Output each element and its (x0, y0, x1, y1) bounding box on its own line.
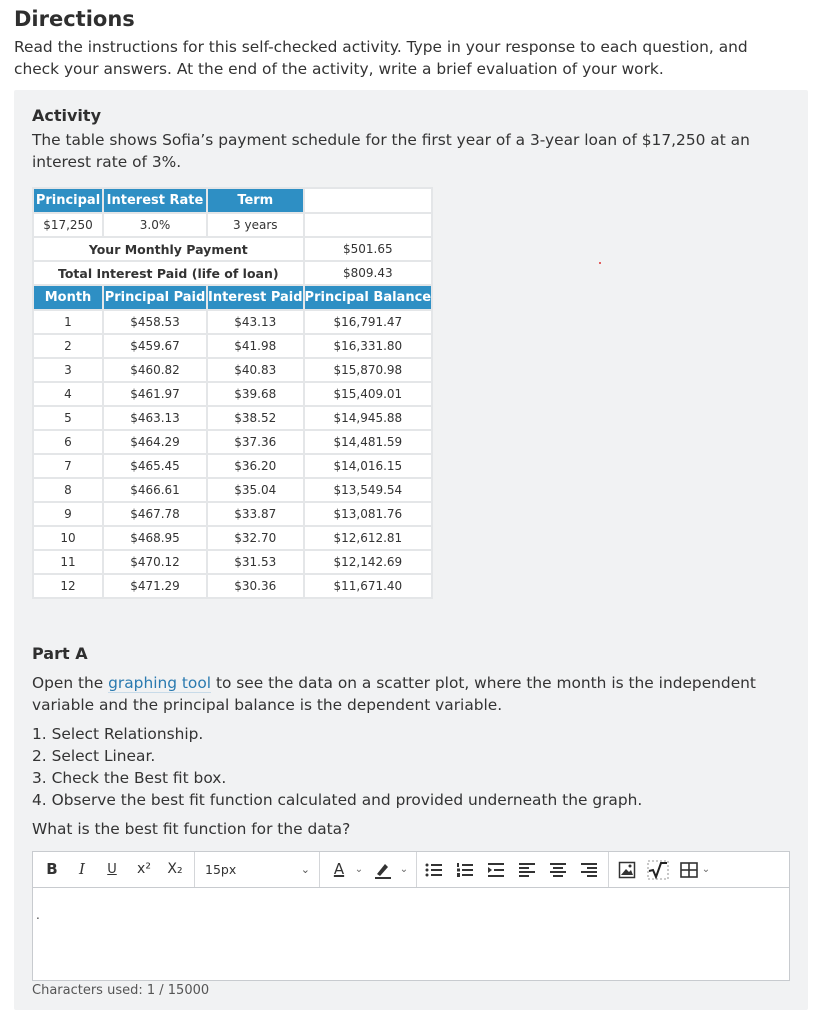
header-principal: Principal (33, 188, 103, 213)
principal-paid-cell: $468.95 (103, 526, 207, 550)
interest-paid-cell: $41.98 (207, 334, 304, 358)
principal-value: $17,250 (33, 213, 103, 237)
header-interest-rate: Interest Rate (103, 188, 207, 213)
font-color-button[interactable]: A (333, 860, 345, 878)
table-row (33, 382, 432, 406)
month-cell: 5 (33, 406, 103, 430)
principal-paid-cell: $470.12 (103, 550, 207, 574)
month-cell: 10 (33, 526, 103, 550)
interest-paid-cell: $38.52 (207, 406, 304, 430)
step-4: 4. Observe the best fit function calculated and provided underneath the graph. (32, 791, 643, 809)
table-row (33, 310, 432, 334)
month-cell: 12 (33, 574, 103, 598)
header-month: Month (33, 285, 103, 310)
equation-icon[interactable] (645, 852, 671, 887)
principal-paid-cell: $458.53 (103, 310, 207, 334)
principal-balance-cell: $16,331.80 (304, 334, 433, 358)
principal-balance-cell: $15,409.01 (304, 382, 433, 406)
chevron-down-icon[interactable]: ⌄ (354, 864, 364, 875)
month-cell: 9 (33, 502, 103, 526)
interest-paid-cell: $36.20 (207, 454, 304, 478)
interest-paid-cell: $37.36 (207, 430, 304, 454)
insert-table-icon[interactable] (678, 852, 700, 887)
part-a-text (32, 672, 792, 716)
month-cell: 6 (33, 430, 103, 454)
interest-paid-cell: $33.87 (207, 502, 304, 526)
rich-text-editor (32, 851, 790, 981)
chevron-down-icon[interactable]: ⌄ (701, 864, 711, 875)
bold-button[interactable]: B (46, 860, 58, 878)
principal-balance-cell: $15,870.98 (304, 358, 433, 382)
activity-panel (14, 90, 808, 1010)
align-center-icon[interactable] (547, 852, 569, 887)
interest-paid-cell: $43.13 (207, 310, 304, 334)
principal-paid-cell: $463.13 (103, 406, 207, 430)
principal-paid-cell: $465.45 (103, 454, 207, 478)
principal-balance-cell: $14,945.88 (304, 406, 433, 430)
stray-mark (599, 262, 601, 264)
principal-balance-cell: $14,016.15 (304, 454, 433, 478)
subscript-button[interactable]: X₂ (167, 861, 183, 877)
total-interest-label: Total Interest Paid (life of loan) (33, 261, 304, 285)
italic-button[interactable]: I (79, 860, 85, 878)
directions-text: Read the instructions for this self-checked activity. Type in your response to each question, and check your answers. At the end of the activity, write a brief evaluation of your work. (14, 38, 748, 78)
month-cell: 1 (33, 310, 103, 334)
principal-paid-cell: $460.82 (103, 358, 207, 382)
table-row (33, 574, 432, 598)
principal-paid-cell: $464.29 (103, 430, 207, 454)
highlight-color-icon[interactable] (371, 852, 395, 887)
loan-payment-table (32, 187, 433, 599)
header-term: Term (207, 188, 304, 213)
table-row (33, 478, 432, 502)
monthly-payment-label: Your Monthly Payment (33, 237, 304, 261)
part-a-text-after: to see the data on a scatter plot, where the month is the independent variable and the principal balance is the dependent variable. (32, 674, 756, 714)
characters-used-counter: Characters used: 1 / 15000 (32, 983, 210, 998)
interest-rate-value: 3.0% (103, 213, 207, 237)
principal-balance-cell: $11,671.40 (304, 574, 433, 598)
step-3: 3. Check the Best fit box. (32, 769, 227, 787)
header-principal-paid: Principal Paid (103, 285, 207, 310)
question-text: What is the best fit function for the data? (32, 820, 351, 838)
table-row (33, 334, 432, 358)
graphing-tool-link[interactable]: graphing tool (108, 674, 212, 692)
chevron-down-icon[interactable]: ⌄ (399, 864, 409, 875)
month-cell: 11 (33, 550, 103, 574)
activity-text: The table shows Sofia’s payment schedule for the first year of a 3-year loan of $17,250 at an interest rate of 3%. (32, 131, 750, 171)
insert-image-icon[interactable] (615, 852, 639, 887)
principal-balance-cell: $16,791.47 (304, 310, 433, 334)
interest-paid-cell: $31.53 (207, 550, 304, 574)
month-cell: 2 (33, 334, 103, 358)
numbered-list-icon[interactable] (454, 852, 476, 887)
header-interest-paid: Interest Paid (207, 285, 304, 310)
align-right-icon[interactable] (578, 852, 600, 887)
table-row (33, 454, 432, 478)
toolbar-divider (319, 852, 320, 887)
principal-paid-cell: $461.97 (103, 382, 207, 406)
monthly-payment-value: $501.65 (304, 237, 433, 261)
part-a-text-before: Open the (32, 674, 109, 692)
font-size-select[interactable] (195, 852, 318, 887)
interest-paid-cell: $32.70 (207, 526, 304, 550)
indent-icon[interactable] (485, 852, 507, 887)
month-cell: 4 (33, 382, 103, 406)
principal-paid-cell: $471.29 (103, 574, 207, 598)
chevron-down-icon: ⌄ (300, 863, 310, 876)
instruction-steps (32, 723, 642, 811)
part-a-title: Part A (32, 644, 88, 663)
editor-text-area[interactable] (33, 888, 789, 980)
interest-paid-cell: $40.83 (207, 358, 304, 382)
total-interest-value: $809.43 (304, 261, 433, 285)
month-cell: 8 (33, 478, 103, 502)
month-cell: 7 (33, 454, 103, 478)
interest-paid-cell: $30.36 (207, 574, 304, 598)
term-value: 3 years (207, 213, 304, 237)
table-row (33, 358, 432, 382)
interest-paid-cell: $39.68 (207, 382, 304, 406)
principal-balance-cell: $13,549.54 (304, 478, 433, 502)
underline-button[interactable]: U (107, 862, 117, 877)
header-principal-balance: Principal Balance (304, 285, 433, 310)
interest-paid-cell: $35.04 (207, 478, 304, 502)
editor-content: . (36, 908, 40, 922)
toolbar-divider (416, 852, 417, 887)
principal-balance-cell: $12,142.69 (304, 550, 433, 574)
principal-paid-cell: $459.67 (103, 334, 207, 358)
principal-paid-cell: $467.78 (103, 502, 207, 526)
principal-balance-cell: $12,612.81 (304, 526, 433, 550)
editor-toolbar (33, 852, 789, 888)
step-2: 2. Select Linear. (32, 747, 156, 765)
table-row (33, 502, 432, 526)
align-left-icon[interactable] (516, 852, 538, 887)
activity-title: Activity (32, 106, 101, 125)
principal-balance-cell: $13,081.76 (304, 502, 433, 526)
table-row (33, 550, 432, 574)
blank-cell (304, 213, 433, 237)
step-1: 1. Select Relationship. (32, 725, 204, 743)
superscript-button[interactable]: x² (137, 861, 151, 877)
month-cell: 3 (33, 358, 103, 382)
toolbar-divider (608, 852, 609, 887)
principal-paid-cell: $466.61 (103, 478, 207, 502)
table-row (33, 526, 432, 550)
bullet-list-icon[interactable] (423, 852, 445, 887)
blank-cell (304, 188, 433, 213)
table-row (33, 430, 432, 454)
directions-title: Directions (14, 7, 135, 31)
principal-balance-cell: $14,481.59 (304, 430, 433, 454)
font-size-value: 15px (205, 862, 237, 877)
table-row (33, 406, 432, 430)
